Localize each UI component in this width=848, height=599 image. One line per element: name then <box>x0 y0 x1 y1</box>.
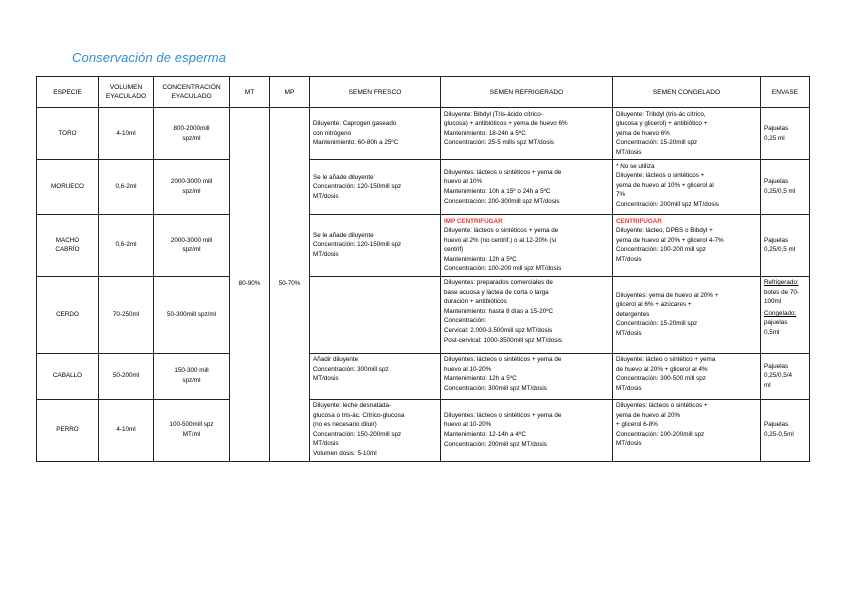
congelado-cell: CENTRIFUGAR Diluyente: lácteo, DPBS o Bibdyl + yema de huevo al 20% + glicerol 4-7% Concentración: 100-200 mill spz MT/dosis <box>613 215 761 277</box>
refrigerado-cell: Diluyente: Bibdyl (Tris-ácido cítrico- glucosa) + antibióticos + yema de huevo 6% Mantenimiento: 18-24h a 5ºC Concentración: 25-5 mills spz MT/dosis <box>441 108 613 160</box>
header-especie: ESPECIE <box>37 77 99 108</box>
header-fresco: SEMEN FRESCO <box>310 77 441 108</box>
volumen-cell: 0,6-2ml <box>99 215 154 277</box>
concentracion-cell: 2000-3000 mill spz/ml <box>154 215 230 277</box>
especie-cell: MORUECO <box>37 160 99 215</box>
header-mt: MT <box>230 77 270 108</box>
fresco-cell: Diluyente: leche desnatada- glucosa o tris-ác. Cítrico-glucosa (no es necesario diluir) Concentración: 150-200mill spz MT/dosis Volumen dosis: 5-10ml <box>310 399 441 461</box>
congelado-cell: Diluyente: lácteo o sintético + yema de huevo al 20% + glicerol al 4% Concentración: 300-500 mill spz MT/dosis <box>613 353 761 399</box>
page-title: Conservación de esperma <box>72 50 227 65</box>
refrigerado-cell: Diluyentes: lácteos o sintéticos + yema de huevo al 10-20% Mantenimiento: 12h a 5ºC Concentración: 300mill spz MT/dosis <box>441 353 613 399</box>
especie-cell: PERRO <box>37 399 99 461</box>
refrigerado-cell: Diluyentes: lácteos o sintéticos + yema de huevo al 10-20% Mantenimiento: 12-14h a 4ºC Concentración: 200mill spz MT/dosis <box>441 399 613 461</box>
envase-cell: Pajuelas 0,25-0,5ml <box>761 399 810 461</box>
congelado-cell: Diluyente: Tribdyl (tris-ác cítrico, glucosa y glicerol) + antibiótico + yema de huevo 6% Concentración: 15-20mill spz MT/dosis <box>613 108 761 160</box>
header-envase: ENVASE <box>761 77 810 108</box>
centrifuge-warning: IMP CENTRIFUGAR <box>444 217 503 225</box>
fresco-cell: Se le añade diluyente Concentración: 120-150mill spz MT/dosis <box>310 215 441 277</box>
volumen-cell: 4-10ml <box>99 108 154 160</box>
table-row <box>37 215 810 277</box>
concentracion-cell: 50-300mill spz/ml <box>154 276 230 353</box>
especie-cell: MACHO CABRÍO <box>37 215 99 277</box>
fresco-cell <box>310 276 441 353</box>
concentracion-cell: 800-2000mill spz/ml <box>154 108 230 160</box>
header-row <box>37 77 810 108</box>
refrigerado-cell: Diluyentes: lácteos o sintéticos + yema de huevo al 10% Mantenimiento: 10h a 15º o 24h a 5ºC Concentración: 200-300mill spz MT/dosis <box>441 160 613 215</box>
fresco-cell: Añadir diluyente Concentración: 300mill spz MT/dosis <box>310 353 441 399</box>
fresco-cell: Diluyente: Caprogen gaseado con nitrógeno Mantenimiento: 60-80h a 25ºC <box>310 108 441 160</box>
volumen-cell: 50-200ml <box>99 353 154 399</box>
fresco-cell: Se le añade diluyente Concentración: 120-150mill spz MT/dosis <box>310 160 441 215</box>
congelado-cell: Diluyentes: yema de huevo al 20% + glicerol al 6% + azúcares + detergentes Concentración: 15-20mill spz MT/dosis <box>613 276 761 353</box>
sperm-conservation-table <box>36 76 810 462</box>
volumen-cell: 4-10ml <box>99 399 154 461</box>
envase-cell: Pajuelas 0,25/0,5/4 ml <box>761 353 810 399</box>
centrifuge-warning: CENTRIFUGAR <box>616 217 662 225</box>
refrigerado-cell: IMP CENTRIFUGAR Diluyente: lácteos o sintéticos + yema de huevo al 2% (no centrif.) o al 12-20% (si centrif) Mantenimiento: 12h a 5ºC Concentración: 100-200 mill spz MT/dosis <box>441 215 613 277</box>
table-row <box>37 353 810 399</box>
table-row <box>37 160 810 215</box>
header-concentracion: CONCENTRACIÓN EYACULADO <box>154 77 230 108</box>
concentracion-cell: 2000-3000 mill spz/ml <box>154 160 230 215</box>
header-volumen: VOLUMEN EYACULADO <box>99 77 154 108</box>
mt-cell: 80-90% <box>230 108 270 462</box>
congelado-cell: Diluyentes: lácteos o sintéticos + yema de huevo al 20% + glicerol 6-8% Concentración: 100-200mill spz MT/dosis <box>613 399 761 461</box>
refrigerado-cell: Diluyentes: preparados comerciales de base acuosa y láctea de corta o larga duración + antibióticos Mantenimiento: hasta 8 días a 15-20ºC Concentración: Cervical: 2.000-3.500mill spz MT/dosis Post-cervical: 1000-3500mill spz MT/dosis <box>441 276 613 353</box>
envase-cell: Pajuelas 0,25/0,5 ml <box>761 160 810 215</box>
volumen-cell: 70-250ml <box>99 276 154 353</box>
envase-cell: Pajuelas 0,25/0,5 ml <box>761 215 810 277</box>
concentracion-cell: 150-300 mill spz/ml <box>154 353 230 399</box>
especie-cell: CERDO <box>37 276 99 353</box>
envase-cell: Pajuelas 0,25 ml <box>761 108 810 160</box>
table-row <box>37 399 810 461</box>
especie-cell: TORO <box>37 108 99 160</box>
volumen-cell: 0,6-2ml <box>99 160 154 215</box>
congelado-cell: * No se utiliza Diluyente: lácteos o sintéticos + yema de huevo al 10% + glicerol al 7% Concentración: 200mill spz MT/dosis <box>613 160 761 215</box>
mp-cell: 50-70% <box>270 108 310 462</box>
envase-cell: Refrigerado: botes de 70- 100ml Congelado: pajuelas 0,5ml <box>761 276 810 353</box>
header-congelado: SEMEN CONGELADO <box>613 77 761 108</box>
table-row <box>37 108 810 160</box>
header-refrigerado: SEMEN REFRIGERADO <box>441 77 613 108</box>
especie-cell: CABALLO <box>37 353 99 399</box>
header-mp: MP <box>270 77 310 108</box>
concentracion-cell: 100-500mill spz MT/ml <box>154 399 230 461</box>
table-row <box>37 276 810 353</box>
